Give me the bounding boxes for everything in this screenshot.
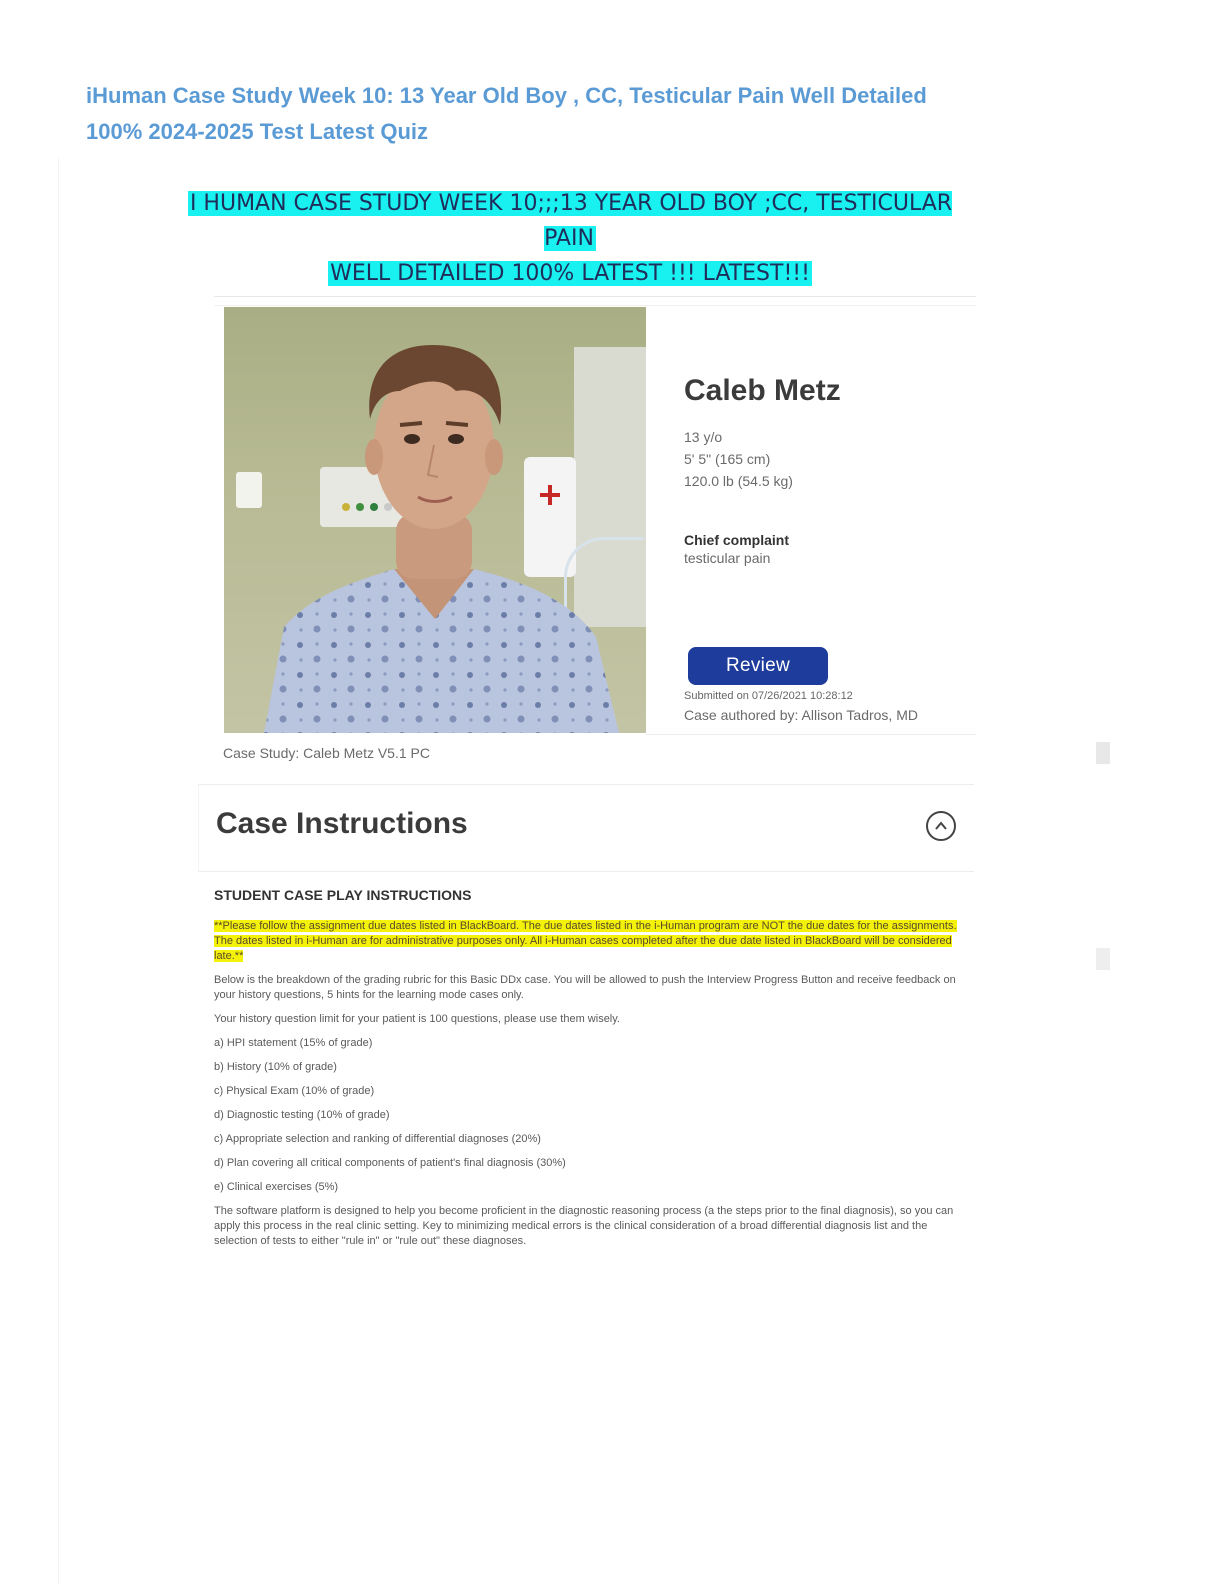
document-title: iHuman Case Study Week 10: 13 Year Old Boy , CC, Testicular Pain Well Detailed 100% 2024-2025 Test Latest Quiz [86, 83, 927, 144]
due-date-highlight: **Please follow the assignment due dates listed in BlackBoard. The due dates listed in the i-Human program are NOT the due dates for the assignments. The dates listed in i-Human are for administrative purposes only. All i-Human cases completed after the due date listed in BlackBoard will be considered late.** [214, 920, 957, 962]
patient-avatar [224, 307, 646, 733]
case-version: Case Study: Caleb Metz V5.1 PC [223, 745, 430, 761]
banner-line-1: I HUMAN CASE STUDY WEEK 10;;;13 YEAR OLD BOY ;CC, TESTICULAR PAIN [189, 191, 953, 251]
question-limit: Your history question limit for your patient is 100 questions, please use them wisely. [214, 1013, 620, 1025]
scan-artifact [1096, 948, 1110, 970]
rubric-item: b) History (10% of grade) [214, 1061, 337, 1073]
rubric-item: d) Plan covering all critical components of patient's final diagnosis (30%) [214, 1157, 566, 1169]
due-date-note [214, 919, 958, 964]
patient-weight: 120.0 lb (54.5 kg) [684, 473, 793, 489]
patient-vitals [684, 426, 984, 492]
submitted-timestamp: Submitted on 07/26/2021 10:28:12 [684, 690, 853, 702]
case-author: Case authored by: Allison Tadros, MD [684, 707, 918, 723]
rubric-item: d) Diagnostic testing (10% of grade) [214, 1109, 390, 1121]
platform-description: The software platform is designed to help you become proficient in the diagnostic reasoning process (a the steps prior to the final diagnosis), so you can apply this process in the real clinic setting. Key to minimizing medical errors is the clinical consideration of a broad differential diagnosis list and the selection of tests to either "rule in" or "rule out" these diagnoses. [214, 1205, 954, 1247]
case-instructions-header[interactable] [198, 784, 974, 872]
rubric-item: c) Physical Exam (10% of grade) [214, 1085, 375, 1097]
patient-figure [224, 307, 646, 733]
banner-line-2: WELL DETAILED 100% LATEST !!! LATEST!!! [330, 261, 810, 286]
chief-complaint-value: testicular pain [684, 550, 771, 566]
patient-age: 13 y/o [684, 429, 723, 445]
patient-info [684, 374, 984, 566]
banner-heading [160, 186, 980, 291]
case-instructions-body [214, 888, 958, 1258]
case-screenshot [196, 290, 986, 1260]
instructions-heading: STUDENT CASE PLAY INSTRUCTIONS [214, 887, 472, 903]
rubric-item: c) Appropriate selection and ranking of differential diagnoses (20%) [214, 1133, 541, 1145]
divider [646, 734, 976, 735]
patient-name: Caleb Metz [684, 374, 841, 407]
patient-height: 5' 5" (165 cm) [684, 451, 771, 467]
chief-complaint-label: Chief complaint [684, 532, 790, 548]
scan-artifact [1096, 742, 1110, 764]
rubric-item: e) Clinical exercises (5%) [214, 1181, 339, 1193]
divider [214, 296, 976, 297]
review-button[interactable]: Review [688, 647, 828, 685]
screenshot-cut-edge [196, 1248, 986, 1260]
chevron-up-circle-icon[interactable] [926, 811, 956, 841]
divider [214, 305, 976, 306]
rubric-intro: Below is the breakdown of the grading rubric for this Basic DDx case. You will be allowed to push the Interview Progress Button and receive feedback on your history questions, 5 hints for the learning mode cases only. [214, 974, 956, 1001]
rubric-item: a) HPI statement (15% of grade) [214, 1037, 373, 1049]
case-instructions-title: Case Instructions [216, 807, 468, 840]
